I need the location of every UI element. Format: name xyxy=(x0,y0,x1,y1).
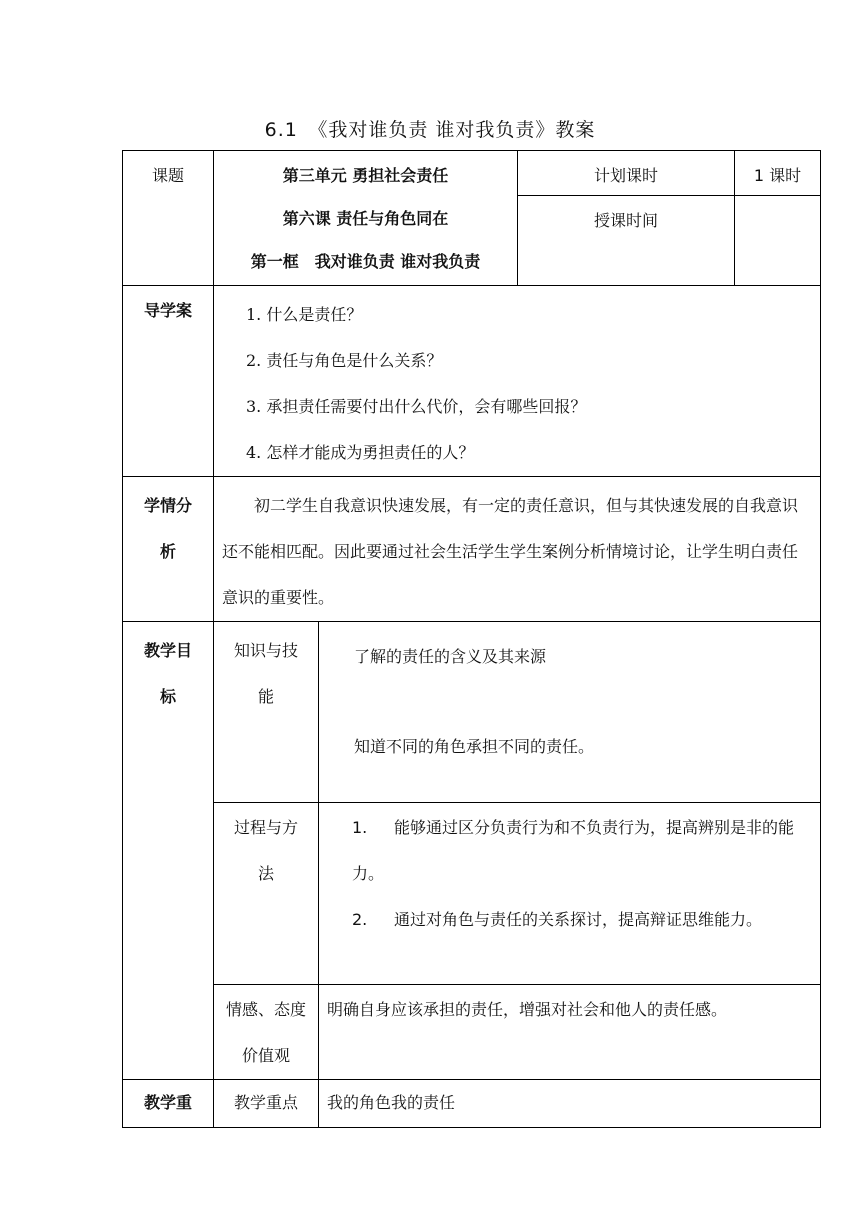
knowledge-item: 知道不同的角色承担不同的责任。 xyxy=(354,737,595,756)
process-item-text: 能够通过区分负责行为和不负责行为，提高辨别是非的能力。 xyxy=(352,818,795,883)
key-points-sublabel-cell xyxy=(214,1080,319,1128)
teaching-time-value-cell xyxy=(735,196,821,286)
frame-title: 第一框 我对谁负责 谁对我负责 xyxy=(250,252,481,271)
lesson-title: 第六课 责任与角色同在 xyxy=(282,209,449,228)
emotion-label-cell xyxy=(214,985,319,1080)
guide-label-cell xyxy=(123,286,214,477)
process-label-line1: 过程与方 xyxy=(233,818,298,837)
teaching-time-label-cell xyxy=(518,196,735,286)
process-content-cell xyxy=(319,803,821,985)
planned-hours-value: 1 课时 xyxy=(753,166,802,185)
planned-hours-label-cell xyxy=(518,151,735,196)
key-points-text: 我的角色我的责任 xyxy=(327,1093,456,1112)
knowledge-content-cell xyxy=(319,622,821,803)
process-item xyxy=(352,805,812,897)
process-item xyxy=(352,897,812,943)
process-label-line2: 法 xyxy=(257,864,274,883)
planned-hours-value-cell xyxy=(735,151,821,196)
guide-questions-cell xyxy=(214,286,821,477)
objectives-label-line1: 教学目 xyxy=(143,641,192,660)
topic-cell xyxy=(214,151,518,286)
knowledge-item: 了解的责任的含义及其来源 xyxy=(354,647,547,666)
key-points-label: 教学重 xyxy=(143,1093,192,1112)
key-points-label-cell xyxy=(123,1080,214,1128)
analysis-label-line1: 学情分 xyxy=(143,496,192,515)
guide-question: 3. 承担责任需要付出什么代价，会有哪些回报？ xyxy=(246,397,587,416)
guide-question: 4. 怎样才能成为勇担责任的人？ xyxy=(246,443,475,462)
emotion-label-line2: 价值观 xyxy=(241,1046,290,1065)
planned-hours-label: 计划课时 xyxy=(594,166,659,185)
emotion-content-cell xyxy=(319,985,821,1080)
unit-title: 第三单元 勇担社会责任 xyxy=(282,166,449,185)
knowledge-label-cell xyxy=(214,622,319,803)
knowledge-label-line2: 能 xyxy=(257,687,274,706)
topic-label-cell xyxy=(123,151,214,286)
topic-label: 课题 xyxy=(151,166,184,185)
guide-question: 2. 责任与角色是什么关系？ xyxy=(246,351,443,370)
process-item-number: 2. xyxy=(352,910,368,929)
objectives-label-line2: 标 xyxy=(159,687,176,706)
teaching-time-label: 授课时间 xyxy=(594,211,659,230)
emotion-text: 明确自身应该承担的责任，增强对社会和他人的责任感。 xyxy=(327,1000,728,1019)
emotion-label-line1: 情感、态度 xyxy=(225,1000,306,1019)
lesson-plan-table xyxy=(122,150,821,1128)
analysis-text: 初二学生自我意识快速发展，有一定的责任意识，但与其快速发展的自我意识还不能相匹配。因此要通过社会生活学生学生案例分析情境讨论，让学生明白责任意识的重要性。 xyxy=(222,496,799,607)
guide-question: 1. 什么是责任？ xyxy=(246,305,363,324)
document-title: 6.1 《我对谁负责 谁对我负责》教案 xyxy=(264,119,596,141)
key-points-content-cell xyxy=(319,1080,821,1128)
analysis-text-cell xyxy=(214,477,821,622)
analysis-label-cell xyxy=(123,477,214,622)
objectives-label-cell xyxy=(123,622,214,1080)
process-item-number: 1. xyxy=(352,818,368,837)
analysis-label-line2: 析 xyxy=(159,542,176,561)
guide-label: 导学案 xyxy=(143,301,192,320)
process-label-cell xyxy=(214,803,319,985)
knowledge-label-line1: 知识与技 xyxy=(233,641,298,660)
key-points-sublabel: 教学重点 xyxy=(233,1093,298,1112)
process-item-text: 通过对角色与责任的关系探讨，提高辩证思维能力。 xyxy=(394,910,763,929)
